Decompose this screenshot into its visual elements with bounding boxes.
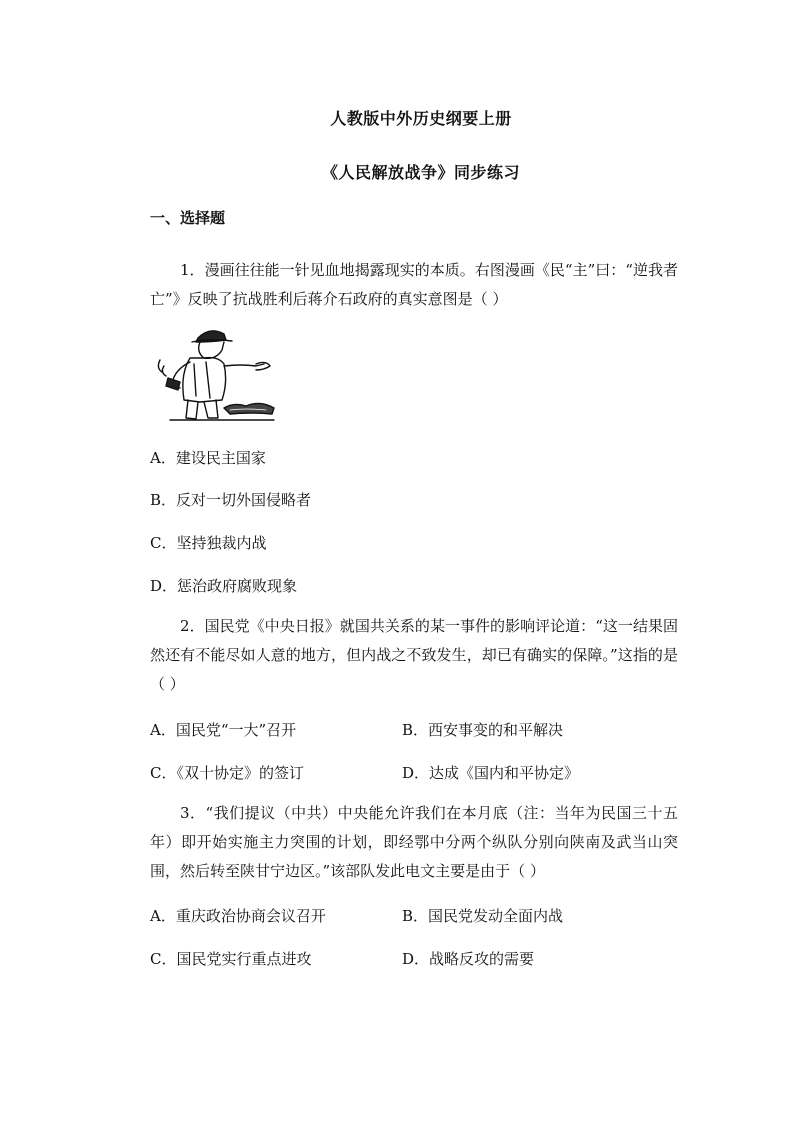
question-1-stem: 1．漫画往往能一针见血地揭露现实的本质。右图漫画《民“主”曰：“逆我者亡”》反映了抗战胜利后蒋介石政府的真实意图是（ ） xyxy=(150,261,678,308)
question-2-stem: 2．国民党《中央日报》就国共关系的某一事件的影响评论道：“这一结果固然还有不能尽如人意的地方，但内战之不致发生，却已有确实的保障。”这指的是（ ） xyxy=(150,617,678,693)
q3-option-c: C．国民党实行重点进攻 xyxy=(150,950,312,968)
q2-option-d: D．达成《国内和平协定》 xyxy=(402,764,580,782)
q2-option-c: C．《双十协定》的签订 xyxy=(150,764,304,782)
cartoon-illustration xyxy=(150,324,282,424)
q1-option-b: B．反对一切外国侵略者 xyxy=(150,491,312,509)
q2-option-a: A．国民党“一大”召开 xyxy=(150,721,297,739)
document-title: 人教版中外历史纲要上册 xyxy=(330,109,512,128)
q1-option-a: A．建设民主国家 xyxy=(150,449,266,467)
question-3-stem: 3．“我们提议（中共）中央能允许我们在本月底（注：当年为民国三十五年）即开始实施主力突围的计划，即经鄂中分两个纵队分别向陕南及武当山突围，然后转至陕甘宁边区。”该部队发此电文主要是由于（ ） xyxy=(150,804,678,880)
q1-option-d: D．惩治政府腐败现象 xyxy=(150,577,298,595)
q1-option-c: C．坚持独裁内战 xyxy=(150,534,267,552)
document-subtitle: 《人民解放战争》同步练习 xyxy=(321,163,520,182)
q3-option-a: A．重庆政治协商会议召开 xyxy=(150,907,326,925)
q3-option-b: B．国民党发动全面内战 xyxy=(402,907,564,925)
q3-option-d: D．战略反攻的需要 xyxy=(402,950,535,968)
q2-option-b: B．西安事变的和平解决 xyxy=(402,721,564,739)
section-heading: 一、选择题 xyxy=(150,209,226,227)
